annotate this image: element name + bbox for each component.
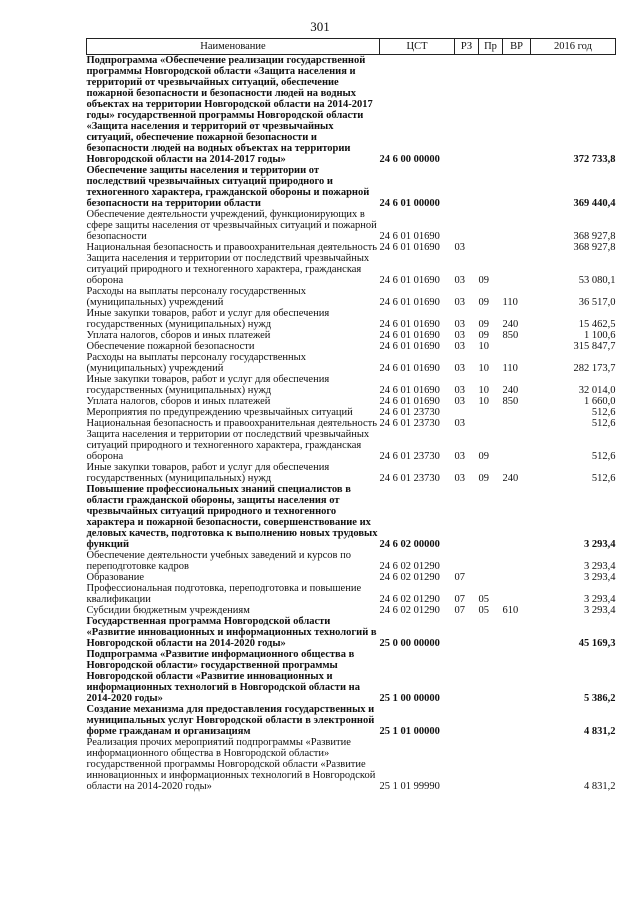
table-row bbox=[87, 242, 616, 253]
cell-pr bbox=[479, 572, 503, 583]
table-row bbox=[87, 737, 616, 792]
cell-name: Государственная программа Новгородской области «Развитие инновационных и информационных технологий в Новгородской области на 2014-2020 годы» bbox=[86, 616, 377, 649]
cell-rz bbox=[455, 484, 479, 550]
cell-vr: 110 bbox=[502, 297, 518, 308]
cell-rz bbox=[455, 165, 479, 209]
cell-sum: 1 660,0 bbox=[584, 396, 616, 407]
cell-name: Иные закупки товаров, работ и услуг для обеспечения государственных (муниципальных) нужд bbox=[86, 462, 330, 484]
cell-sum: 3 293,4 bbox=[584, 561, 616, 572]
cell-pr: 09 bbox=[478, 451, 489, 462]
cell-sum: 3 293,4 bbox=[584, 605, 616, 616]
cell-name: Создание механизма для предоставления государственных и муниципальных услуг Новгородской области в электронной форме гражданам и организациям bbox=[86, 704, 375, 737]
cell-cst: 25 0 00 00000 bbox=[379, 638, 440, 649]
cell-cst: 24 6 02 01290 bbox=[379, 561, 440, 572]
cell-name: Реализация прочих мероприятий подпрограммы «Развитие информационного общества в Новгородской области» государственной программы Новгородской области «Развитие инновационных и информационных технологий в Новгородской области на 2014-2020 годы» bbox=[86, 737, 376, 792]
cell-cst: 24 6 02 01290 bbox=[379, 605, 440, 616]
cell-name: Обеспечение защиты населения и территории от последствий чрезвычайных ситуаций природного и техногенного характера, гражданской обороны и пожарной безопасности на территории области bbox=[86, 165, 370, 209]
cell-rz bbox=[455, 737, 479, 792]
cell-vr bbox=[503, 583, 531, 605]
table-row bbox=[87, 429, 616, 462]
cell-vr bbox=[503, 737, 531, 792]
table-body bbox=[87, 55, 616, 793]
cell-vr: 240 bbox=[502, 319, 519, 330]
table-row bbox=[87, 286, 616, 308]
cell-pr bbox=[479, 407, 503, 418]
cell-vr bbox=[503, 484, 531, 550]
header-pr: Пр bbox=[479, 39, 503, 55]
cell-vr bbox=[503, 572, 531, 583]
cell-pr: 10 bbox=[478, 341, 489, 352]
cell-cst: 25 1 01 00000 bbox=[379, 726, 440, 737]
cell-rz: 03 bbox=[454, 330, 465, 341]
cell-name: Иные закупки товаров, работ и услуг для обеспечения государственных (муниципальных) нужд bbox=[86, 308, 330, 330]
table-row bbox=[87, 550, 616, 572]
cell-rz: 03 bbox=[454, 363, 465, 374]
cell-sum: 4 831,2 bbox=[584, 781, 616, 792]
table-row bbox=[87, 253, 616, 286]
cell-cst: 24 6 01 01690 bbox=[379, 396, 440, 407]
cell-vr bbox=[503, 704, 531, 737]
cell-sum: 5 386,2 bbox=[584, 693, 616, 704]
cell-pr bbox=[479, 209, 503, 242]
cell-name: Повышение профессиональных знаний специалистов в области гражданской обороны, защиты населения от чрезвычайных ситуаций природного и техногенного характера и пожарной безопасности, совершенствование их деловых качеств, подготовка к выполнению новых трудовых функций bbox=[86, 484, 378, 550]
cell-sum: 372 733,8 bbox=[573, 154, 616, 165]
cell-sum: 45 169,3 bbox=[578, 638, 616, 649]
cell-sum: 3 293,4 bbox=[584, 594, 616, 605]
cell-vr bbox=[503, 55, 531, 166]
cell-vr bbox=[503, 550, 531, 572]
table-row bbox=[87, 396, 616, 407]
cell-cst: 24 6 01 01690 bbox=[379, 297, 440, 308]
cell-cst: 24 6 01 23730 bbox=[379, 418, 440, 429]
table-row bbox=[87, 484, 616, 550]
cell-name: Защита населения и территории от последствий чрезвычайных ситуаций природного и техногенного характера, гражданская оборона bbox=[86, 429, 370, 462]
table-row bbox=[87, 352, 616, 374]
cell-cst: 24 6 01 01690 bbox=[379, 363, 440, 374]
table-row bbox=[87, 341, 616, 352]
cell-name: Мероприятия по предупреждению чрезвычайных ситуаций bbox=[86, 407, 353, 418]
cell-sum: 368 927,8 bbox=[573, 231, 616, 242]
cell-pr: 10 bbox=[478, 396, 489, 407]
table-header bbox=[87, 39, 616, 55]
cell-rz: 03 bbox=[454, 275, 465, 286]
cell-sum: 315 847,7 bbox=[573, 341, 616, 352]
cell-pr: 09 bbox=[478, 319, 489, 330]
cell-name: Расходы на выплаты персоналу государственных (муниципальных) учреждений bbox=[86, 352, 306, 374]
cell-rz: 07 bbox=[454, 605, 465, 616]
cell-cst: 24 6 01 01690 bbox=[379, 341, 440, 352]
cell-pr bbox=[479, 484, 503, 550]
cell-sum: 368 927,8 bbox=[573, 242, 616, 253]
cell-name: Подпрограмма «Развитие информационного общества в Новгородской области» государственной программы Новгородской области «Развитие инновационных и информационных технологий в Новгородской области на 2014-2020 годы» bbox=[86, 649, 360, 704]
cell-rz bbox=[455, 616, 479, 649]
cell-pr bbox=[479, 242, 503, 253]
cell-pr bbox=[479, 649, 503, 704]
cell-rz: 03 bbox=[454, 473, 465, 484]
cell-pr bbox=[479, 55, 503, 166]
cell-rz: 07 bbox=[454, 594, 465, 605]
header-rz: РЗ bbox=[455, 39, 479, 55]
cell-pr bbox=[479, 418, 503, 429]
cell-cst: 24 6 01 01690 bbox=[379, 319, 440, 330]
cell-rz bbox=[455, 550, 479, 572]
cell-cst: 24 6 02 01290 bbox=[379, 572, 440, 583]
cell-rz: 03 bbox=[454, 242, 465, 253]
cell-vr: 240 bbox=[502, 473, 519, 484]
cell-name: Обеспечение пожарной безопасности bbox=[86, 341, 255, 352]
cell-cst: 24 6 02 01290 bbox=[379, 594, 440, 605]
cell-sum: 512,6 bbox=[591, 418, 616, 429]
cell-vr: 240 bbox=[502, 385, 519, 396]
cell-cst: 24 6 00 00000 bbox=[379, 154, 440, 165]
cell-rz: 03 bbox=[454, 385, 465, 396]
cell-vr: 850 bbox=[502, 396, 519, 407]
cell-cst: 24 6 01 01690 bbox=[379, 231, 440, 242]
cell-pr: 10 bbox=[478, 385, 489, 396]
cell-vr bbox=[503, 649, 531, 704]
cell-cst: 24 6 01 23730 bbox=[379, 473, 440, 484]
table-row bbox=[87, 462, 616, 484]
cell-rz: 03 bbox=[454, 297, 465, 308]
table-row bbox=[87, 55, 616, 166]
cell-vr: 850 bbox=[502, 330, 519, 341]
table-row bbox=[87, 572, 616, 583]
cell-vr bbox=[503, 616, 531, 649]
cell-sum: 4 831,2 bbox=[584, 726, 616, 737]
cell-rz bbox=[455, 407, 479, 418]
table-row bbox=[87, 418, 616, 429]
cell-sum: 3 293,4 bbox=[584, 572, 616, 583]
cell-vr bbox=[503, 407, 531, 418]
cell-cst: 24 6 01 01690 bbox=[379, 242, 440, 253]
table-row bbox=[87, 583, 616, 605]
cell-cst: 24 6 02 00000 bbox=[379, 539, 440, 550]
cell-sum: 512,6 bbox=[591, 451, 616, 462]
cell-sum: 512,6 bbox=[591, 407, 616, 418]
cell-rz: 03 bbox=[454, 418, 465, 429]
cell-rz bbox=[455, 55, 479, 166]
cell-name: Уплата налогов, сборов и иных платежей bbox=[86, 330, 271, 341]
table-row bbox=[87, 374, 616, 396]
cell-cst: 24 6 01 23730 bbox=[379, 451, 440, 462]
cell-vr: 110 bbox=[502, 363, 518, 374]
cell-sum: 282 173,7 bbox=[573, 363, 616, 374]
cell-name: Образование bbox=[86, 572, 145, 583]
cell-vr bbox=[503, 165, 531, 209]
cell-pr bbox=[479, 616, 503, 649]
cell-pr: 10 bbox=[478, 363, 489, 374]
cell-rz bbox=[455, 704, 479, 737]
cell-rz: 03 bbox=[454, 451, 465, 462]
cell-cst: 25 1 00 00000 bbox=[379, 693, 440, 704]
cell-rz: 03 bbox=[454, 396, 465, 407]
table-row bbox=[87, 407, 616, 418]
cell-vr bbox=[503, 253, 531, 286]
cell-pr: 09 bbox=[478, 297, 489, 308]
cell-vr bbox=[503, 418, 531, 429]
table-row bbox=[87, 330, 616, 341]
cell-name: Национальная безопасность и правоохранительная деятельность bbox=[86, 418, 378, 429]
cell-cst: 24 6 01 01690 bbox=[379, 385, 440, 396]
cell-sum: 53 080,1 bbox=[578, 275, 616, 286]
cell-vr bbox=[503, 209, 531, 242]
table-row bbox=[87, 605, 616, 616]
cell-cst: 24 6 01 23730 bbox=[379, 407, 440, 418]
header-vr: ВР bbox=[503, 39, 531, 55]
cell-name: Профессиональная подготовка, переподготовка и повышение квалификации bbox=[86, 583, 362, 605]
cell-pr bbox=[479, 704, 503, 737]
page-number: 301 bbox=[310, 19, 330, 34]
header-name: Наименование bbox=[87, 39, 380, 55]
table-row bbox=[87, 704, 616, 737]
cell-pr bbox=[479, 737, 503, 792]
cell-name: Иные закупки товаров, работ и услуг для обеспечения государственных (муниципальных) нужд bbox=[86, 374, 330, 396]
cell-cst: 24 6 01 01690 bbox=[379, 330, 440, 341]
cell-cst: 24 6 01 00000 bbox=[379, 198, 440, 209]
cell-pr: 05 bbox=[478, 605, 489, 616]
cell-sum: 369 440,4 bbox=[573, 198, 616, 209]
cell-rz bbox=[455, 649, 479, 704]
cell-pr: 09 bbox=[478, 473, 489, 484]
cell-rz: 07 bbox=[454, 572, 465, 583]
cell-vr bbox=[503, 242, 531, 253]
cell-cst: 25 1 01 99990 bbox=[379, 781, 440, 792]
table-row bbox=[87, 616, 616, 649]
cell-name: Национальная безопасность и правоохранительная деятельность bbox=[86, 242, 378, 253]
cell-vr bbox=[503, 341, 531, 352]
cell-name: Защита населения и территории от последствий чрезвычайных ситуаций природного и техногенного характера, гражданская оборона bbox=[86, 253, 370, 286]
cell-name: Расходы на выплаты персоналу государственных (муниципальных) учреждений bbox=[86, 286, 306, 308]
budget-table bbox=[86, 38, 616, 792]
cell-name: Уплата налогов, сборов и иных платежей bbox=[86, 396, 271, 407]
cell-sum: 36 517,0 bbox=[578, 297, 616, 308]
table-row bbox=[87, 165, 616, 209]
cell-sum: 1 100,6 bbox=[584, 330, 616, 341]
cell-pr: 09 bbox=[478, 275, 489, 286]
cell-sum: 32 014,0 bbox=[578, 385, 616, 396]
cell-pr: 05 bbox=[478, 594, 489, 605]
cell-name: Субсидии бюджетным учреждениям bbox=[86, 605, 250, 616]
table-row bbox=[87, 308, 616, 330]
cell-sum: 15 462,5 bbox=[578, 319, 616, 330]
cell-rz: 03 bbox=[454, 341, 465, 352]
cell-pr bbox=[479, 550, 503, 572]
cell-pr: 09 bbox=[478, 330, 489, 341]
cell-pr bbox=[479, 165, 503, 209]
cell-sum: 3 293,4 bbox=[584, 539, 616, 550]
cell-rz: 03 bbox=[454, 319, 465, 330]
cell-name: Обеспечение деятельности учебных заведений и курсов по переподготовке кадров bbox=[86, 550, 351, 572]
header-cst: ЦСТ bbox=[380, 39, 455, 55]
cell-vr bbox=[503, 429, 531, 462]
table-row bbox=[87, 209, 616, 242]
cell-sum: 512,6 bbox=[591, 473, 616, 484]
header-year: 2016 год bbox=[531, 39, 616, 55]
cell-vr: 610 bbox=[502, 605, 519, 616]
cell-cst: 24 6 01 01690 bbox=[379, 275, 440, 286]
cell-name: Подпрограмма «Обеспечение реализации государственной программы Новгородской области «Защита населения и территорий от чрезвычайных ситуаций, обеспечение пожарной безопасности и безопасности людей на водных объектах на территории Новгородской области на 2014-2017 годы» государственной программы Новгородской области «Защита населения и территорий от чрезвычайных ситуаций, обеспечение пожарной безопасности и безопасности людей на водных объектах на территории Новгородской области на 2014-2017 годы» bbox=[86, 55, 373, 165]
cell-name: Обеспечение деятельности учреждений, функционирующих в сфере защиты населения от чрезвычайных ситуаций и пожарной безопасности bbox=[86, 209, 377, 242]
cell-rz bbox=[455, 209, 479, 242]
table-row bbox=[87, 649, 616, 704]
